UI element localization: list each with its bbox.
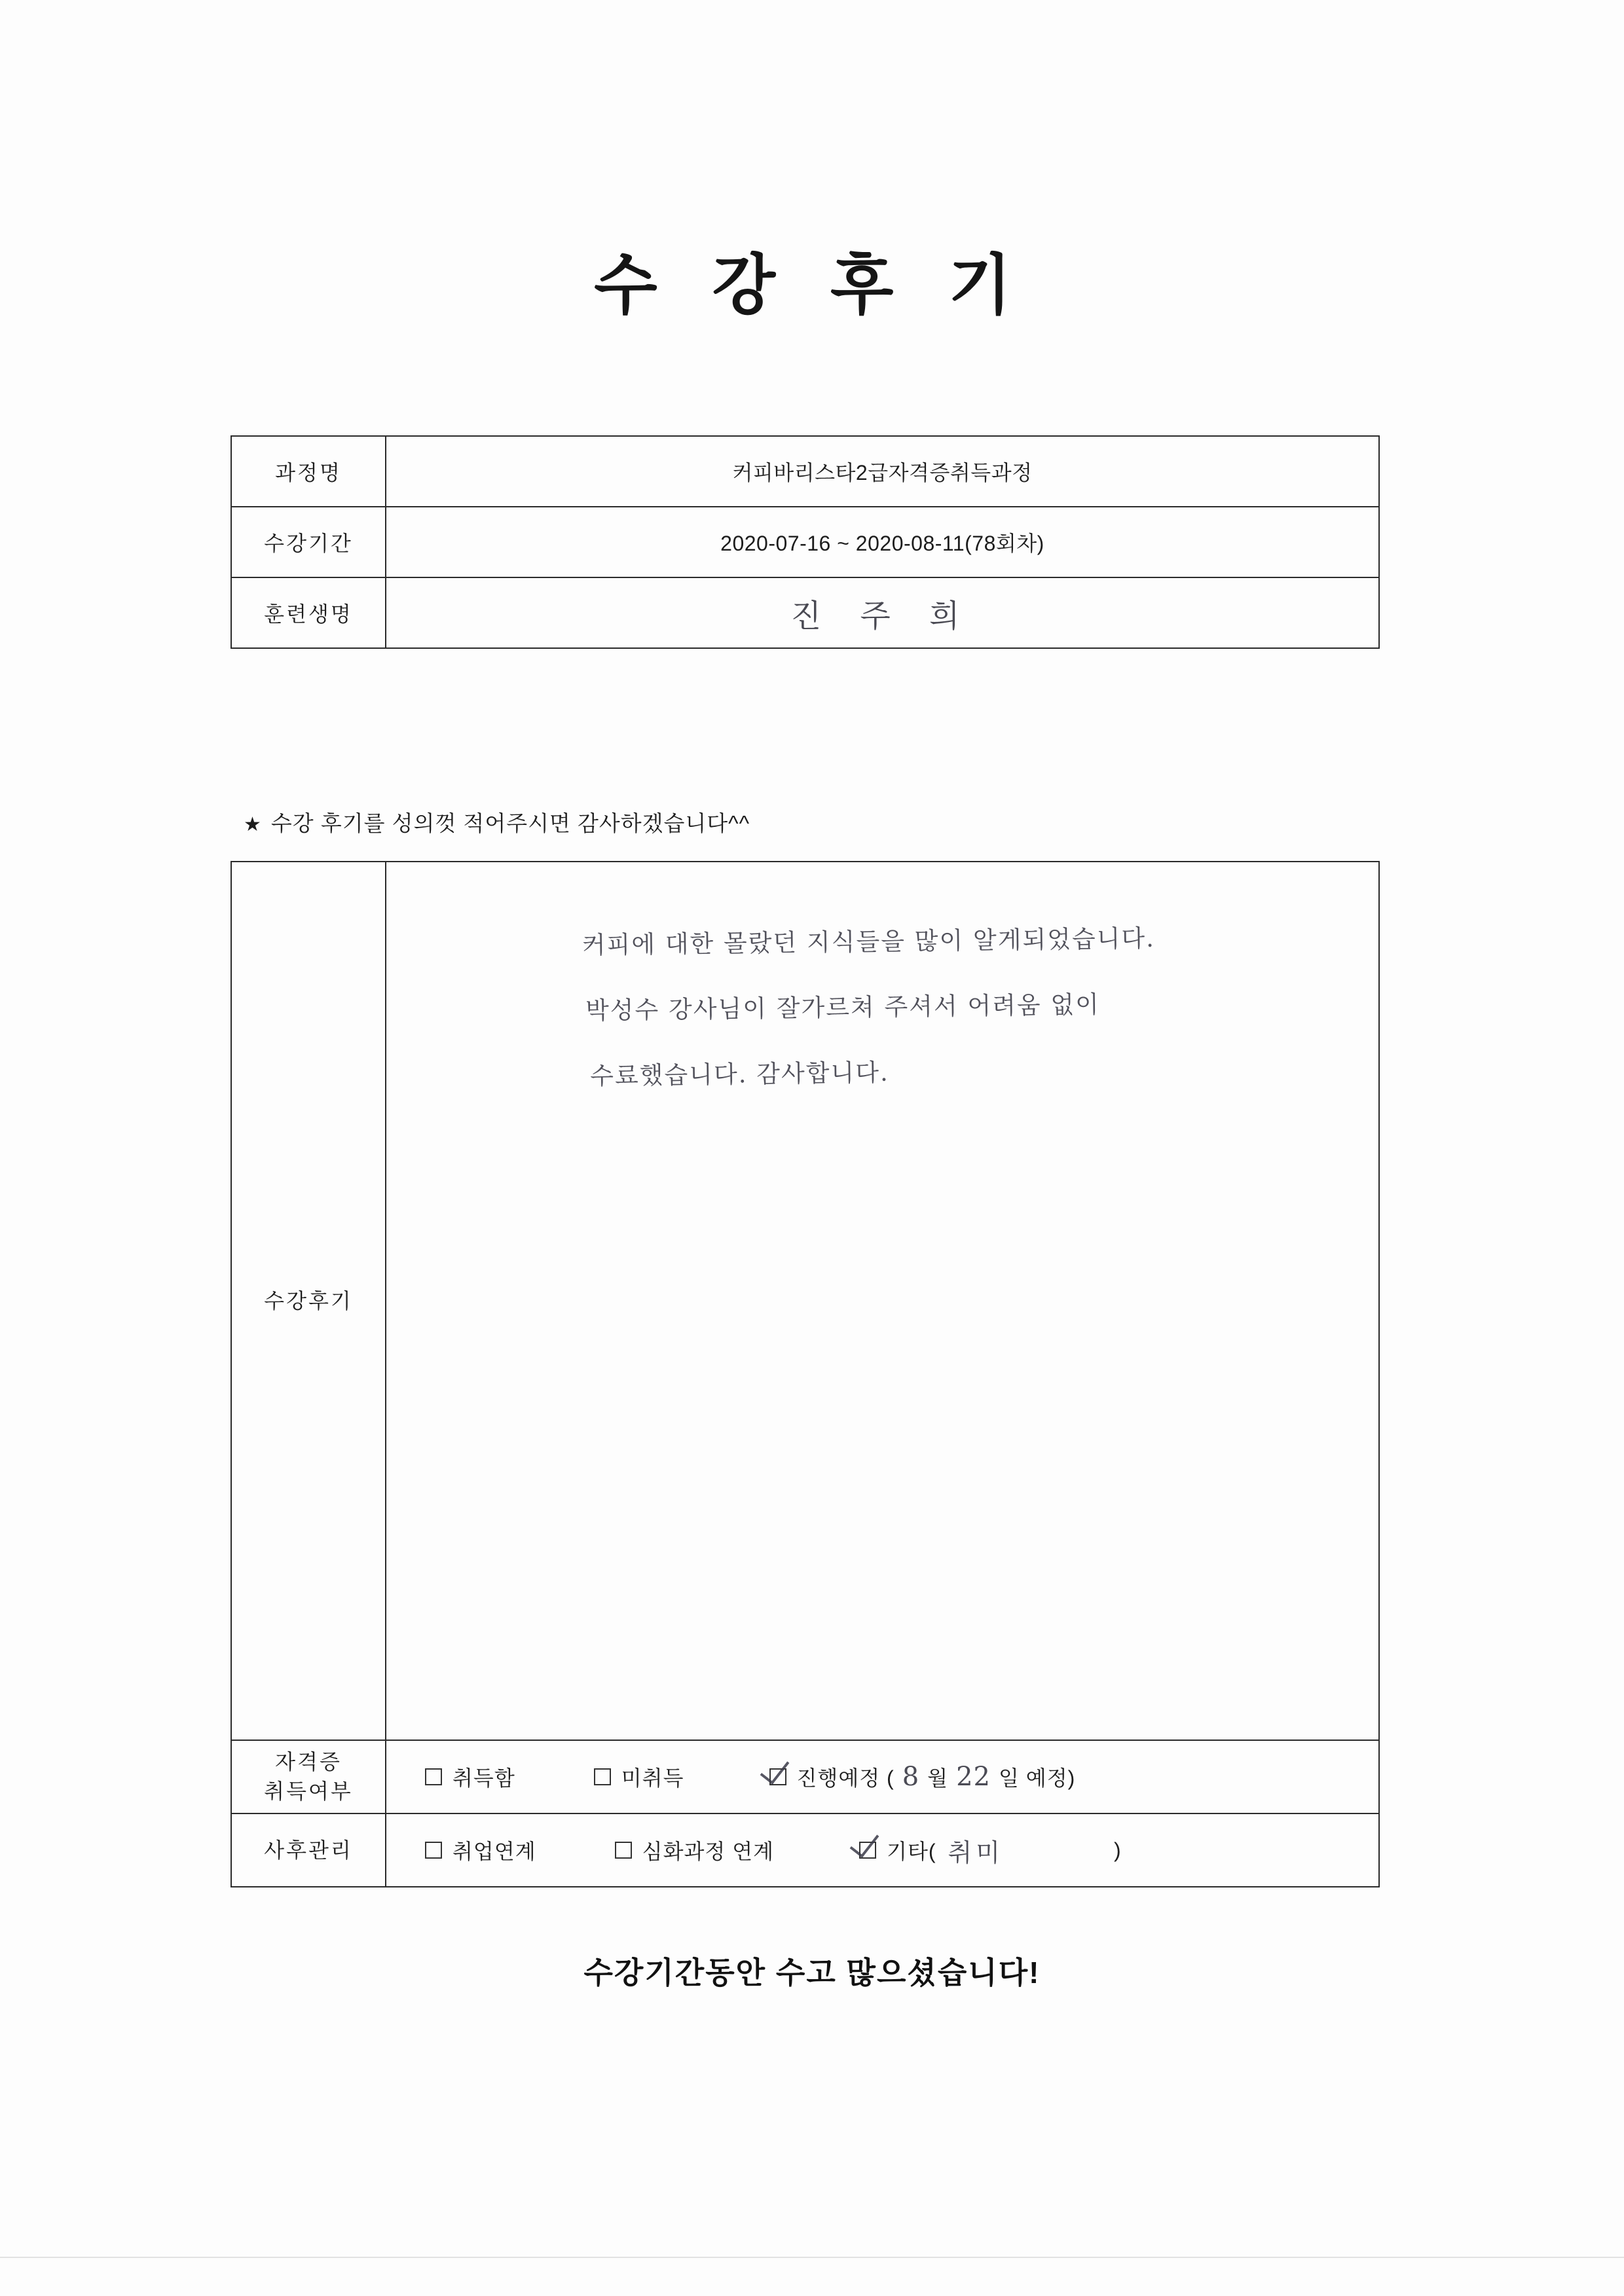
followup-label: 사후관리: [231, 1813, 386, 1887]
certificate-label-line1: 자격증: [275, 1750, 342, 1774]
table-row-certificate: [231, 1740, 1379, 1813]
review-line-1: 커피에 대한 몰랐던 지식들을 많이 알게되었습니다.: [581, 924, 1156, 960]
followup-option-employment[interactable]: [425, 1835, 536, 1865]
trainee-name-handwritten: 진 주 희: [790, 597, 974, 634]
table-row: [231, 862, 1379, 1740]
certificate-day-value: 22: [956, 1762, 991, 1792]
certificate-option-not-acquired-label: 미취득: [621, 1766, 684, 1790]
table-row: [231, 577, 1379, 648]
star-icon: ★: [244, 814, 262, 835]
info-value-period: 2020-07-16 ~ 2020-08-11(78회차): [386, 507, 1379, 577]
bottom-divider: [0, 2257, 1624, 2258]
table-row-followup: [231, 1813, 1379, 1887]
followup-option-other[interactable]: [859, 1832, 1122, 1868]
checkbox-checked-icon[interactable]: [859, 1842, 876, 1859]
certificate-label: [231, 1740, 386, 1813]
checkbox-checked-icon[interactable]: [769, 1768, 786, 1785]
review-handwritten-text: [581, 903, 1370, 1110]
page-title: 수 강 후 기: [594, 249, 1030, 322]
course-info-table: [231, 435, 1380, 649]
review-body-cell: [386, 862, 1379, 1740]
certificate-option-not-acquired[interactable]: [594, 1762, 684, 1792]
review-line-2: 박성수 강사님이 잘가르쳐 주셔서 어려움 없이: [585, 990, 1101, 1025]
review-instruction: [244, 807, 750, 837]
checkbox-icon[interactable]: [425, 1768, 442, 1785]
review-line-3: 수료했습니다. 감사합니다.: [589, 1058, 889, 1091]
certificate-option-in-progress[interactable]: [769, 1762, 1076, 1792]
followup-close-paren: ): [1113, 1838, 1122, 1862]
certificate-option-acquired[interactable]: [425, 1762, 515, 1792]
review-label: 수강후기: [231, 862, 386, 1740]
table-row: [231, 507, 1379, 577]
certificate-option-in-progress-label: 진행예정 (: [796, 1766, 895, 1790]
certificate-month-unit: 월: [927, 1766, 949, 1790]
info-label-period: 수강기간: [231, 507, 386, 577]
info-value-course: 커피바리스타2급자격증취득과정: [386, 436, 1379, 507]
info-value-trainee: [386, 577, 1379, 648]
followup-options-cell: [386, 1813, 1379, 1887]
certificate-month-value: 8: [902, 1762, 920, 1792]
checkbox-icon[interactable]: [594, 1768, 611, 1785]
followup-option-advanced-label: 심화과정 연계: [642, 1840, 775, 1863]
info-label-course: 과정명: [231, 436, 386, 507]
certificate-label-line2: 취득여부: [264, 1779, 353, 1803]
review-table: [231, 861, 1380, 1887]
certificate-option-acquired-label: 취득함: [452, 1766, 515, 1790]
followup-option-advanced[interactable]: [615, 1835, 774, 1865]
checkbox-icon[interactable]: [425, 1842, 442, 1859]
review-instruction-text: 수강 후기를 성의껏 적어주시면 감사하겠습니다^^: [270, 811, 750, 835]
followup-option-employment-label: 취업연계: [452, 1840, 536, 1863]
certificate-day-unit: 일 예정): [998, 1766, 1076, 1790]
certificate-options-cell: [386, 1740, 1379, 1813]
footer-message: 수강기간동안 수고 많으셨습니다!: [583, 1956, 1041, 1990]
info-label-trainee: 훈련생명: [231, 577, 386, 648]
followup-option-other-label: 기타(: [887, 1840, 936, 1863]
followup-other-value: 취미: [948, 1838, 1004, 1867]
checkbox-icon[interactable]: [615, 1842, 632, 1859]
table-row: [231, 436, 1379, 507]
